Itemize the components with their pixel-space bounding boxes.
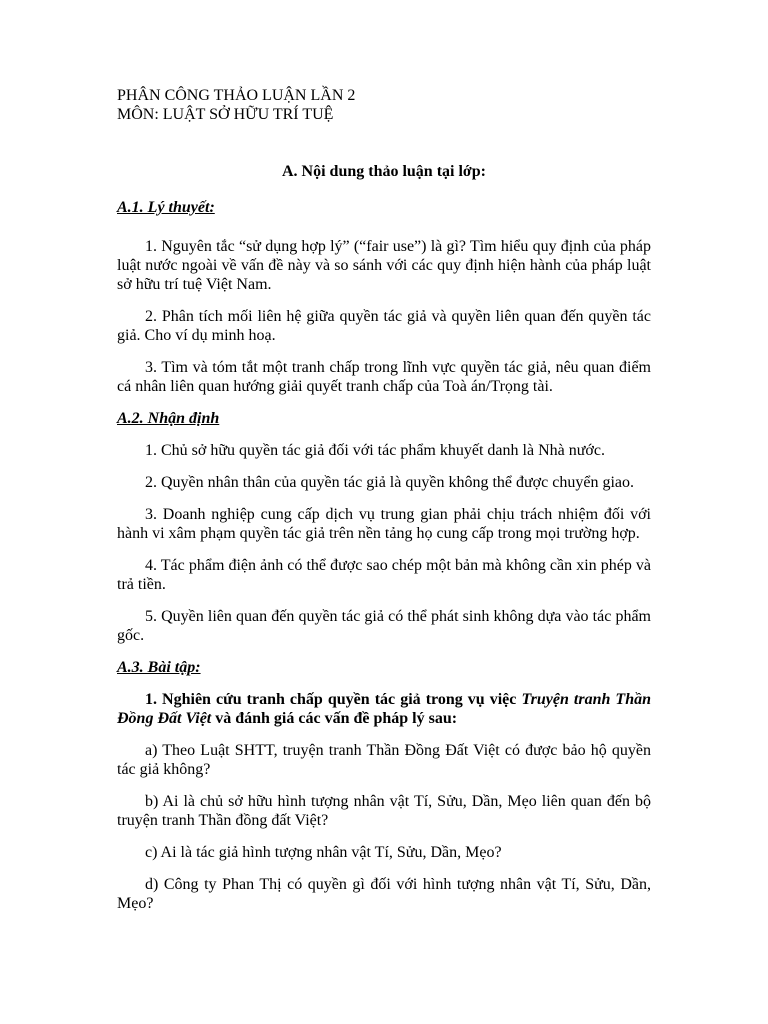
a2-heading: A.2. Nhận định [117,410,220,427]
a1-heading: A.1. Lý thuyết: [117,199,215,216]
exercise-1-tail: và đánh giá các vấn đề pháp lý sau: [211,710,458,727]
question-d: d) Công ty Phan Thị có quyền gì đối với hình tượng nhân vật Tí, Sửu, Dần, Mẹo? [117,876,651,912]
a2-item-3: 3. Doanh nghiệp cung cấp dịch vụ trung gian phải chịu trách nhiệm đối với hành vi xâm phạm quyền tác giả trên nền tảng họ cung cấp trong mọi trường hợp. [117,506,651,542]
a1-item-3: 3. Tìm và tóm tắt một tranh chấp trong lĩnh vực quyền tác giả, nêu quan điểm cá nhân liên quan hướng giải quyết tranh chấp của Toà án/Trọng tài. [117,359,651,395]
question-a: a) Theo Luật SHTT, truyện tranh Thần Đồng Đất Việt có được bảo hộ quyền tác giả không? [117,742,651,778]
exercise-1-heading [117,690,651,728]
a2-item-2: 2. Quyền nhân thân của quyền tác giả là quyền không thể được chuyển giao. [145,474,634,491]
a2-item-5: 5. Quyền liên quan đến quyền tác giả có thể phát sinh không dựa vào tác phẩm gốc. [117,608,651,644]
question-b: b) Ai là chủ sở hữu hình tượng nhân vật Tí, Sửu, Dần, Mẹo liên quan đến bộ truyện tranh Thần đồng đất Việt? [117,793,651,829]
a1-item-2: 2. Phân tích mối liên hệ giữa quyền tác giả và quyền liên quan đến quyền tác giả. Cho ví dụ minh hoạ. [117,308,651,344]
exercise-1-lead: 1. Nghiên cứu tranh chấp quyền tác giả trong vụ việc [145,691,522,708]
a2-item-4: 4. Tác phẩm điện ảnh có thể được sao chép một bản mà không cần xin phép và trả tiền. [117,557,651,593]
assignment-title: PHÂN CÔNG THẢO LUẬN LẦN 2 [117,87,356,104]
question-c: c) Ai là tác giả hình tượng nhân vật Tí, Sửu, Dần, Mẹo? [145,844,502,861]
a1-item-1: 1. Nguyên tắc “sử dụng hợp lý” (“fair use”) là gì? Tìm hiểu quy định của pháp luật nước ngoài về vấn đề này và so sánh với các quy định hiện hành của pháp luật sở hữu trí tuệ Việt Nam. [117,238,651,293]
a2-item-1: 1. Chủ sở hữu quyền tác giả đối với tác phẩm khuyết danh là Nhà nước. [145,442,605,459]
section-a-title: A. Nội dung thảo luận tại lớp: [281,163,487,180]
a3-heading: A.3. Bài tập: [117,659,201,676]
document-page [117,86,651,913]
subject-title: MÔN: LUẬT SỞ HỮU TRÍ TUỆ [117,106,334,123]
exercise-1-case-name: Truyện tranh Thần Đồng Đất Việt [117,691,651,727]
